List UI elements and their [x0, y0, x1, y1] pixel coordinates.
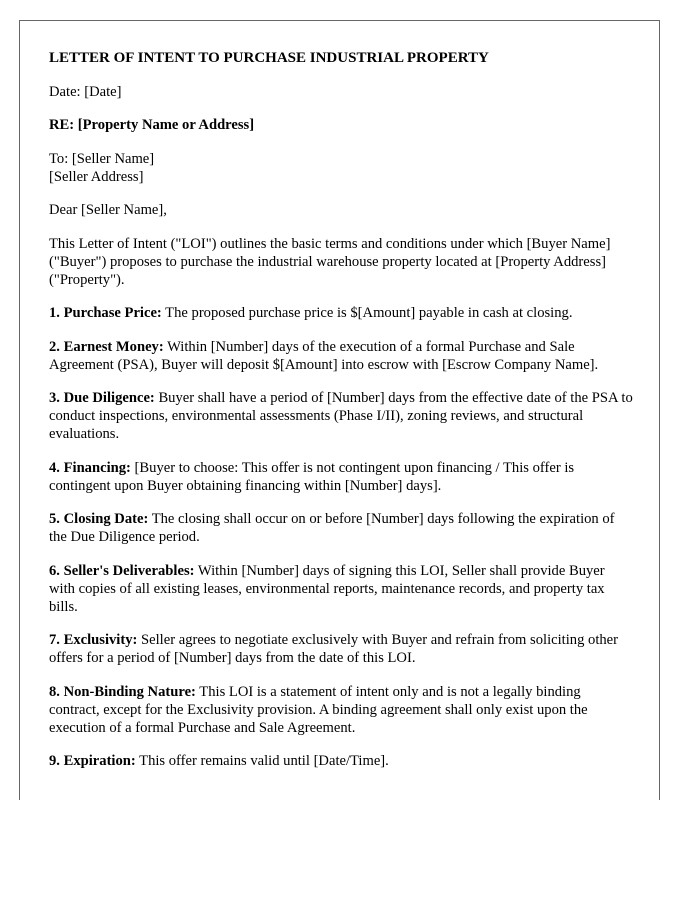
re-line: RE: [Property Name or Address]: [49, 117, 255, 133]
date-line: Date: [Date]: [49, 83, 122, 100]
document-page: [19, 20, 660, 800]
section-text: The proposed purchase price is $[Amount] payable in cash at closing.: [161, 305, 573, 321]
section-heading: 5. Closing Date:: [49, 511, 149, 527]
section-heading: 8. Non-Binding Nature:: [49, 683, 196, 700]
section-due-diligence: [49, 389, 634, 443]
section-seller-deliverables: [49, 562, 634, 616]
section-text: This LOI is a statement of intent only and is not a legally binding contract, except for the Exclusivity provision. A binding agreement shall only exist upon the execution of a formal Purchase and Sale Agreement.: [49, 683, 588, 736]
section-financing: [49, 459, 634, 495]
section-earnest-money: [49, 338, 634, 374]
section-non-binding: [49, 683, 634, 737]
recipient-block: [49, 150, 634, 186]
section-purchase-price: [49, 304, 634, 322]
section-expiration: [49, 752, 634, 770]
section-text: Buyer shall have a period of [Number] days from the effective date of the PSA to conduct inspections, environmental assessments (Phase I/II), zoning reviews, and structural evaluations.: [49, 390, 633, 442]
section-text: This offer remains valid until [Date/Time].: [135, 753, 389, 769]
section-exclusivity: [49, 631, 634, 667]
section-text: Seller agrees to negotiate exclusively with Buyer and refrain from soliciting other offers for a period of [Number] days from the date of this LOI.: [49, 632, 619, 666]
section-heading: 9. Expiration:: [49, 753, 136, 769]
section-text: Within [Number] days of signing this LOI, Seller shall provide Buyer with copies of all existing leases, environmental reports, maintenance records, and property tax bills.: [49, 562, 605, 615]
section-closing-date: [49, 510, 634, 546]
intro-paragraph: This Letter of Intent ("LOI") outlines the basic terms and conditions under which [Buyer Name] ("Buyer") proposes to purchase the industrial warehouse property located at [Property Address] ("Property").: [49, 235, 611, 288]
letter-title: LETTER OF INTENT TO PURCHASE INDUSTRIAL PROPERTY: [49, 50, 489, 66]
section-heading: 6. Seller's Deliverables:: [49, 562, 195, 579]
section-text: Within [Number] days of the execution of a formal Purchase and Sale Agreement (PSA), Buyer will deposit $[Amount] into escrow with [Escrow Company Name].: [49, 338, 599, 373]
section-heading: 1. Purchase Price:: [49, 305, 162, 321]
section-heading: 7. Exclusivity:: [49, 632, 138, 648]
section-heading: 3. Due Diligence:: [49, 390, 155, 406]
letter-body: [49, 49, 634, 786]
section-heading: 2. Earnest Money:: [49, 338, 164, 355]
section-text: The closing shall occur on or before [Number] days following the expiration of the Due Diligence period.: [49, 511, 615, 545]
section-heading: 4. Financing:: [49, 459, 131, 476]
recipient-address: [Seller Address]: [49, 168, 144, 185]
salutation: Dear [Seller Name],: [49, 202, 167, 218]
section-text: [Buyer to choose: This offer is not contingent upon financing / This offer is contingent upon Buyer obtaining financing within [Number] days].: [49, 459, 575, 494]
recipient-name: To: [Seller Name]: [49, 150, 155, 167]
